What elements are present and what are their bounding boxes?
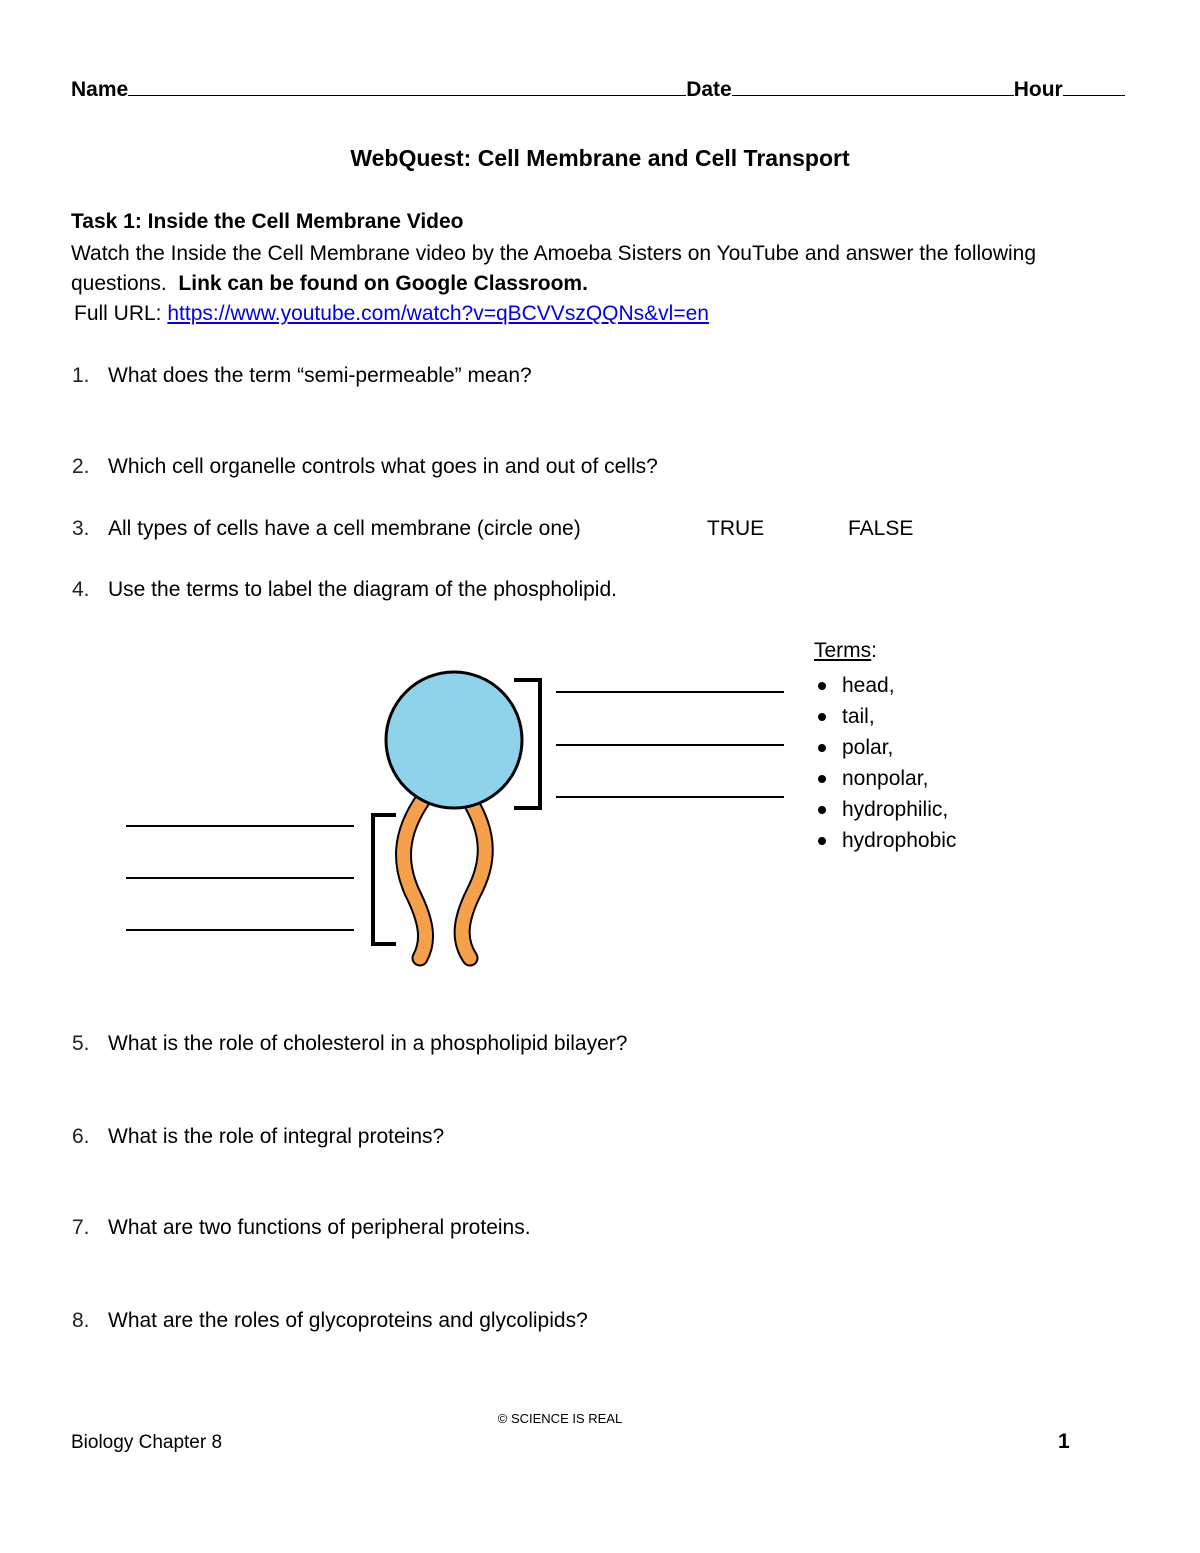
list-item — [814, 763, 956, 794]
hour-field[interactable] — [1063, 75, 1125, 96]
terms-colon: : — [871, 639, 878, 662]
bullet-icon — [818, 682, 826, 690]
terms-box — [814, 638, 956, 856]
question-4 — [72, 577, 617, 603]
question-number: 2. — [72, 455, 90, 478]
question-7 — [72, 1215, 531, 1241]
question-text: What is the role of cholesterol in a phospholipid bilayer? — [108, 1032, 628, 1055]
list-item — [814, 794, 956, 825]
question-text: Which cell organelle controls what goes in and out of cells? — [108, 455, 658, 478]
question-8 — [72, 1308, 588, 1334]
phospholipid-head — [386, 672, 522, 808]
question-5 — [72, 1031, 627, 1057]
question-text: What are the roles of glycoproteins and glycolipids? — [108, 1309, 588, 1332]
page-title: WebQuest: Cell Membrane and Cell Transport — [350, 145, 850, 171]
footer-chapter: Biology Chapter 8 — [71, 1432, 223, 1453]
bullet-icon — [818, 806, 826, 814]
bullet-icon — [818, 713, 826, 721]
list-item — [814, 825, 956, 856]
terms-list — [814, 670, 956, 856]
name-field[interactable] — [128, 75, 686, 96]
question-text: All types of cells have a cell membrane (circle one) — [108, 517, 581, 540]
bullet-icon — [818, 744, 826, 752]
youtube-link[interactable]: https://www.youtube.com/watch?v=qBCVVszQQNs&vl=en — [167, 302, 709, 325]
page-number: 1 — [1058, 1430, 1070, 1453]
question-number: 5. — [72, 1032, 90, 1055]
term-text: nonpolar, — [842, 767, 929, 790]
question-2 — [72, 454, 658, 480]
question-text: What is the role of integral proteins? — [108, 1125, 445, 1148]
question-number: 6. — [72, 1125, 90, 1148]
phospholipid-tail-right-fill — [462, 798, 485, 958]
term-text: tail, — [842, 705, 875, 728]
phospholipid-diagram — [0, 620, 800, 980]
question-text: Use the terms to label the diagram of the phospholipid. — [108, 578, 617, 601]
question-3 — [72, 516, 581, 542]
tail-bracket — [373, 815, 396, 944]
list-item — [814, 670, 956, 701]
question-number: 7. — [72, 1216, 90, 1239]
list-item — [814, 701, 956, 732]
copyright-notice: © SCIENCE IS REAL — [497, 1411, 623, 1426]
question-number: 4. — [72, 578, 90, 601]
date-field[interactable] — [732, 75, 1014, 96]
question-text: What are two functions of peripheral proteins. — [108, 1216, 531, 1239]
question-number: 8. — [72, 1309, 90, 1332]
list-item — [814, 732, 956, 763]
url-line — [74, 301, 709, 327]
task1-intro-bold: Link can be found on Google Classroom. — [178, 272, 588, 295]
task1-intro — [71, 239, 1081, 299]
hour-label: Hour — [1013, 78, 1063, 101]
choice-false[interactable]: FALSE — [848, 517, 914, 540]
task1-intro-text: Watch the Inside the Cell Membrane video by the Amoeba Sisters on YouTube and answer the following questions. — [71, 242, 1037, 295]
name-label: Name — [71, 78, 129, 101]
term-text: hydrophobic — [842, 829, 957, 852]
term-text: polar, — [842, 736, 894, 759]
term-text: head, — [842, 674, 895, 697]
terms-title: Terms — [814, 639, 872, 662]
choice-true[interactable]: TRUE — [707, 517, 765, 540]
task1-heading: Task 1: Inside the Cell Membrane Video — [71, 210, 464, 233]
question-1 — [72, 363, 532, 389]
question-number: 1. — [72, 364, 90, 387]
url-label: Full URL: — [74, 302, 162, 325]
question-number: 3. — [72, 517, 90, 540]
question-text: What does the term “semi-permeable” mean? — [108, 364, 532, 387]
bullet-icon — [818, 837, 826, 845]
bullet-icon — [818, 775, 826, 783]
student-info-row — [71, 75, 1137, 102]
term-text: hydrophilic, — [842, 798, 949, 821]
question-6 — [72, 1124, 444, 1150]
date-label: Date — [686, 78, 732, 101]
